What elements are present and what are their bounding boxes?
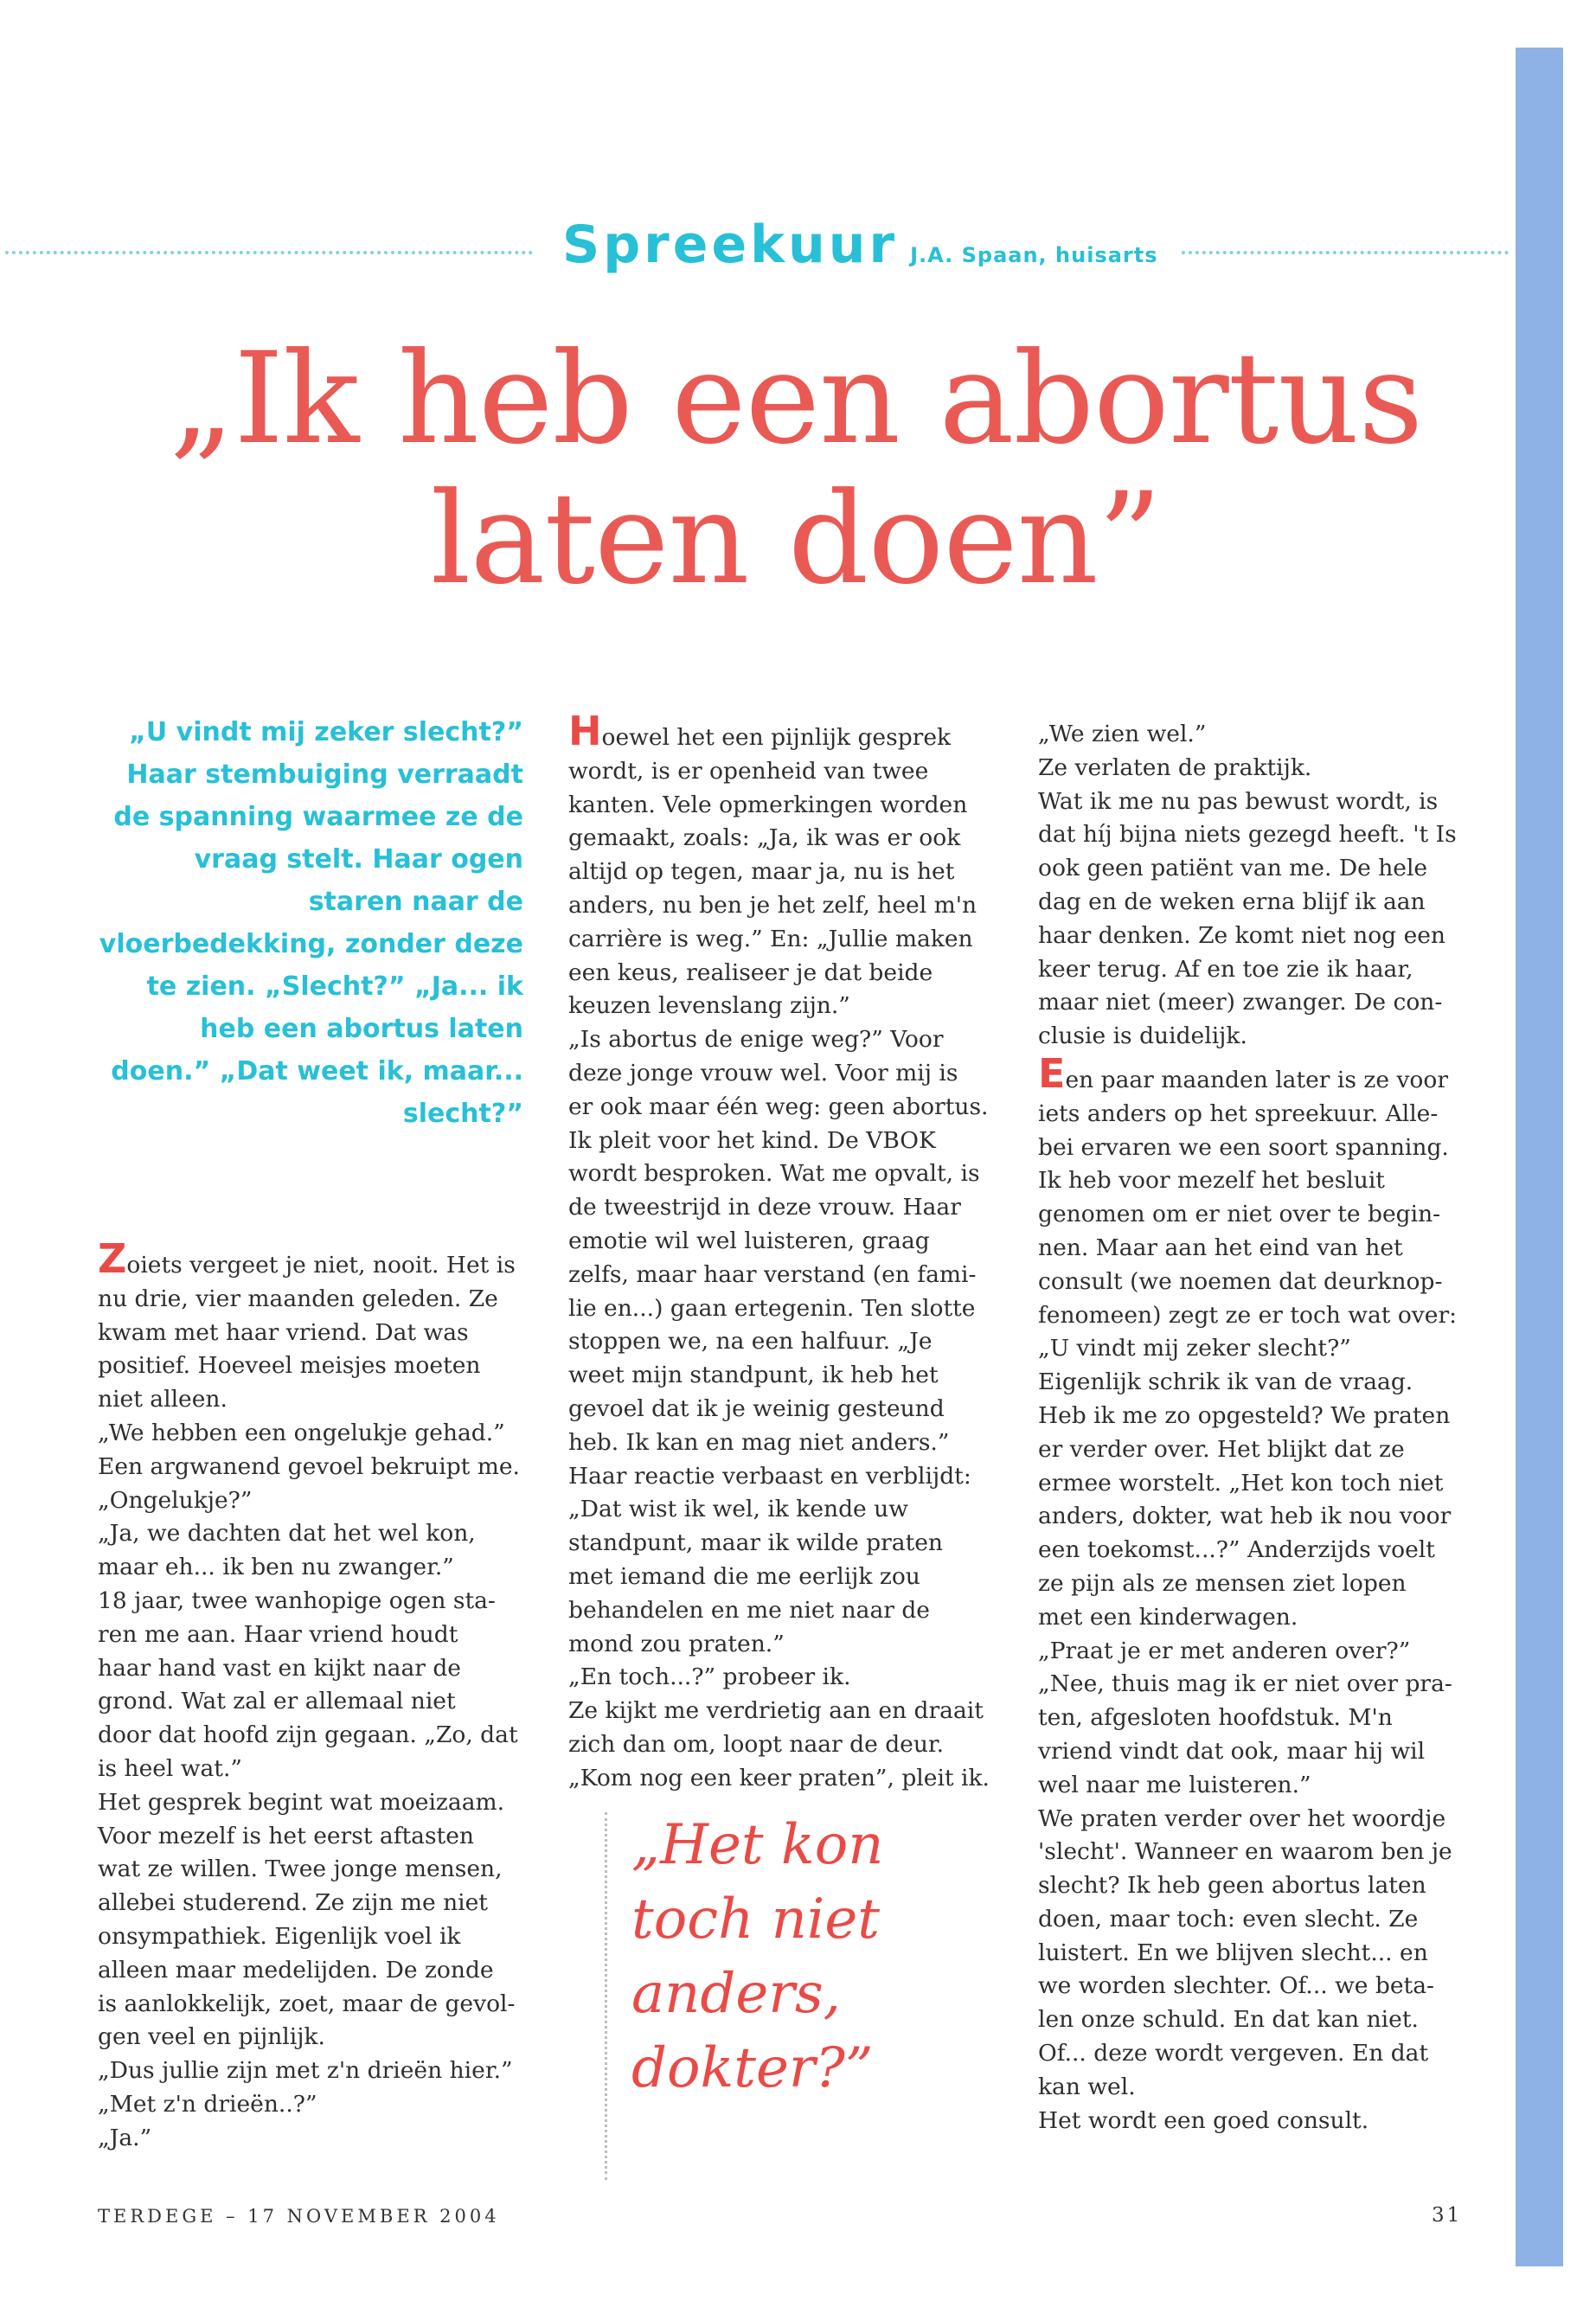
text-line: met een kinderwagen. bbox=[1038, 1603, 1298, 1631]
text-line: nu drie, vier maanden geleden. Ze bbox=[98, 1285, 498, 1312]
text-line: ze pijn als ze mensen ziet lopen bbox=[1038, 1569, 1407, 1597]
paragraph-first-line bbox=[568, 708, 1001, 755]
initial-letter: H bbox=[568, 708, 602, 754]
text-line: „Ja, we dachten dat het wel kon, bbox=[98, 1520, 476, 1548]
text-line: len onze schuld. En dat kan niet. bbox=[1038, 2006, 1419, 2034]
text-line: „Ongelukje?” bbox=[98, 1486, 253, 1514]
text-line: met iemand die me eerlijk zou bbox=[568, 1562, 920, 1590]
text-line: „Is abortus de enige weg?” Voor bbox=[568, 1026, 944, 1054]
section-title: Spreekuur bbox=[562, 215, 899, 275]
text-line: we worden slechter. Of... we beta- bbox=[1038, 1972, 1434, 2000]
article-headline bbox=[35, 325, 1557, 612]
text-line: dat híj bijna niets gezegd heeft. 't Is bbox=[1038, 821, 1457, 849]
text-line: ten, afgesloten hoofdstuk. M'n bbox=[1038, 1704, 1393, 1732]
text-line: bei ervaren we een soort spanning. bbox=[1038, 1133, 1449, 1161]
text-line: kan wel. bbox=[1038, 2073, 1136, 2100]
text-line: doen, maar toch: even slecht. Ze bbox=[1038, 1905, 1419, 1932]
text-line: anders, nu ben je het zelf, heel m'n bbox=[568, 891, 977, 919]
text-line: er ook maar één weg: geen abortus. bbox=[568, 1093, 989, 1120]
text-line: „Dus jullie zijn met z'n drieën hier.” bbox=[98, 2057, 513, 2085]
text-line: zelfs, maar haar verstand (en fami- bbox=[568, 1260, 977, 1288]
text-line: Ze verlaten de praktijk. bbox=[1038, 753, 1312, 781]
text-line: „Met z'n drieën..?” bbox=[98, 2090, 317, 2118]
text-line: „Praat je er met anderen over?” bbox=[1038, 1637, 1411, 1664]
paragraph-gap bbox=[1038, 1054, 1488, 1061]
text-column-1 bbox=[98, 1235, 530, 2156]
author-byline: J.A. Spaan, huisarts bbox=[910, 243, 1158, 267]
text-line: standpunt, maar ik wilde praten bbox=[568, 1529, 943, 1557]
text-line: wat ze willen. Twee jonge mensen, bbox=[98, 1856, 503, 1883]
text-line: alleen maar medelijden. De zonde bbox=[98, 1956, 494, 1984]
text-line: gen veel en pijnlijk. bbox=[98, 2023, 325, 2051]
footer-publication: TERDEGE – 17 NOVEMBER 2004 bbox=[98, 2206, 500, 2227]
text-line: grond. Wat zal er allemaal niet bbox=[98, 1688, 456, 1715]
text-line: Ik heb voor mezelf het besluit bbox=[1038, 1167, 1385, 1195]
text-line: „U vindt mij zeker slecht?” bbox=[1038, 1335, 1351, 1362]
section-header bbox=[562, 215, 1168, 275]
text-line: Ik pleit voor het kind. De VBOK bbox=[568, 1126, 936, 1154]
text-line: genomen om er niet over te begin- bbox=[1038, 1201, 1441, 1228]
text-line: lie en...) gaan ertegenin. Ten slotte bbox=[568, 1294, 976, 1322]
text-line: We praten verder over het woordje bbox=[1038, 1804, 1446, 1832]
text-line: emotie wil wel luisteren, graag bbox=[568, 1227, 930, 1254]
text-line: is heel wat.” bbox=[98, 1754, 242, 1782]
first-line-text: oiets vergeet je niet, nooit. Het is bbox=[126, 1252, 516, 1279]
paragraph-first-line bbox=[1038, 1049, 1488, 1098]
text-line: keer terug. Af en toe zie ik haar, bbox=[1038, 955, 1413, 983]
text-line: „Dat wist ik wel, ik kende uw bbox=[568, 1496, 908, 1523]
text-line: Eigenlijk schrik ik van de vraag. bbox=[1038, 1368, 1413, 1396]
text-line: 'slecht'. Wanneer en waarom ben je bbox=[1038, 1838, 1452, 1866]
text-line: „Nee, thuis mag ik er niet over pra- bbox=[1038, 1670, 1452, 1698]
text-line: fenomeen) zegt ze er toch wat over: bbox=[1038, 1301, 1458, 1329]
text-line: Ze kijkt me verdrietig aan en draait bbox=[568, 1697, 984, 1725]
first-line-text: oewel het een pijnlijk gesprek bbox=[601, 724, 952, 751]
text-line: heb. Ik kan en mag niet anders.” bbox=[568, 1428, 950, 1456]
text-line: anders, dokter, wat heb ik nou voor bbox=[1038, 1503, 1452, 1530]
intro-lead: „U vindt mij zeker slecht?” Haar stembuiging verraadt de spanning waarmee ze de vraag stelt. Haar ogen staren naar de vloerbedekking, zonder deze te zien. „Slecht?” „Ja... ik heb een abortus laten doen.” „Dat weet ik, maar... slecht?” bbox=[99, 717, 523, 1129]
text-line: haar denken. Ze komt niet nog een bbox=[1038, 921, 1445, 949]
text-line: er verder over. Het blijkt dat ze bbox=[1038, 1435, 1405, 1463]
text-line: weet mijn standpunt, ik heb het bbox=[568, 1362, 939, 1389]
text-line: haar hand vast en kijkt naar de bbox=[98, 1654, 461, 1682]
pull-quote bbox=[631, 1808, 960, 2106]
initial-letter: Z bbox=[98, 1235, 127, 1282]
text-line: luistert. En we blijven slecht... en bbox=[1038, 1939, 1428, 1966]
text-line: positief. Hoeveel meisjes moeten bbox=[98, 1352, 481, 1380]
text-line: behandelen en me niet naar de bbox=[568, 1596, 930, 1624]
text-line: mond zou praten.” bbox=[568, 1630, 785, 1657]
text-line: is aanlokkelijk, zoet, maar de gevol- bbox=[98, 1990, 516, 2017]
text-line: de tweestrijd in deze vrouw. Haar bbox=[568, 1194, 961, 1221]
text-line: wordt, is er openheid van twee bbox=[568, 757, 929, 785]
text-line: Wat ik me nu pas bewust wordt, is bbox=[1038, 787, 1439, 815]
first-line-text: en paar maanden later is ze voor bbox=[1065, 1066, 1449, 1093]
text-line: niet alleen. bbox=[98, 1386, 228, 1413]
text-line: een toekomst...?” Anderzijds voelt bbox=[1038, 1536, 1435, 1564]
text-line: iets anders op het spreekuur. Alle- bbox=[1038, 1099, 1439, 1127]
text-line: clusie is duidelijk. bbox=[1038, 1022, 1247, 1050]
initial-letter: E bbox=[1038, 1049, 1066, 1097]
text-line: Het wordt een goed consult. bbox=[1038, 2106, 1369, 2134]
pull-quote-line: anders, bbox=[631, 1962, 841, 2026]
pull-quote-line: „Het kon bbox=[631, 1813, 884, 1877]
text-column-3 bbox=[1038, 718, 1488, 2138]
text-line: Heb ik me zo opgesteld? We praten bbox=[1038, 1401, 1451, 1429]
text-line: Haar reactie verbaast en verblijdt: bbox=[568, 1462, 971, 1490]
text-line: consult (we noemen dat deurknop- bbox=[1038, 1267, 1443, 1295]
text-line: vriend vindt dat ook, maar hij wil bbox=[1038, 1737, 1426, 1765]
text-line: maar niet (meer) zwanger. De con- bbox=[1038, 989, 1443, 1016]
text-line: zich dan om, loopt naar de deur. bbox=[568, 1730, 945, 1758]
text-line: dag en de weken erna blijf ik aan bbox=[1038, 888, 1426, 915]
text-line: gemaakt, zoals: „Ja, ik was er ook bbox=[568, 824, 961, 852]
text-line: altijd op tegen, maar ja, nu is het bbox=[568, 858, 955, 886]
text-line: Het gesprek begint wat moeizaam. bbox=[98, 1788, 505, 1816]
text-line: wordt besproken. Wat me opvalt, is bbox=[568, 1160, 980, 1188]
text-line: een keus, realiseer je dat beide bbox=[568, 958, 933, 986]
text-line: carrière is weg.” En: „Jullie maken bbox=[568, 925, 973, 952]
text-line: onsympathiek. Eigenlijk voel ik bbox=[98, 1922, 461, 1950]
text-line: ermee worstelt. „Het kon toch niet bbox=[1038, 1469, 1444, 1497]
headline-line-2: laten doen” bbox=[430, 465, 1162, 612]
text-line: Of... deze wordt vergeven. En dat bbox=[1038, 2040, 1429, 2067]
text-line: ook geen patiënt van me. De hele bbox=[1038, 855, 1428, 882]
headline-line-1: „Ik heb een abortus bbox=[169, 325, 1423, 472]
text-line: allebei studerend. Ze zijn me niet bbox=[98, 1889, 488, 1917]
header-dotted-rule-right bbox=[1182, 251, 1509, 254]
text-line: slecht? Ik heb geen abortus laten bbox=[1038, 1872, 1426, 1900]
text-line: „We zien wel.” bbox=[1038, 721, 1207, 747]
text-line: „Kom nog een keer praten”, pleit ik. bbox=[568, 1764, 990, 1791]
text-line: kanten. Vele opmerkingen worden bbox=[568, 791, 968, 818]
text-line: „Ja.” bbox=[98, 2124, 152, 2151]
text-line: gevoel dat ik je weinig gesteund bbox=[568, 1394, 945, 1422]
text-line: 18 jaar, twee wanhopige ogen sta- bbox=[98, 1586, 496, 1614]
header-dotted-rule-left bbox=[5, 251, 533, 254]
text-line: Voor mezelf is het eerst aftasten bbox=[98, 1822, 474, 1849]
pull-quote-line: dokter?” bbox=[631, 2036, 874, 2100]
text-line: wel naar me luisteren.” bbox=[1038, 1771, 1311, 1798]
text-column-2 bbox=[568, 708, 1001, 1796]
text-line: stoppen we, na een halfuur. „Je bbox=[568, 1328, 933, 1356]
text-line: maar eh... ik ben nu zwanger.” bbox=[98, 1554, 454, 1581]
pull-quote-dotted-rule bbox=[605, 1812, 607, 2180]
page-number: 31 bbox=[1432, 2204, 1463, 2227]
text-line: door dat hoofd zijn gegaan. „Zo, dat bbox=[98, 1721, 518, 1749]
text-line: „We hebben een ongelukje gehad.” bbox=[98, 1419, 505, 1446]
text-line: nen. Maar aan het eind van het bbox=[1038, 1234, 1403, 1261]
text-line: keuzen levenslang zijn.” bbox=[568, 992, 850, 1020]
text-line: kwam met haar vriend. Dat was bbox=[98, 1318, 469, 1346]
text-line: deze jonge vrouw wel. Voor mij is bbox=[568, 1059, 958, 1086]
paragraph-first-line bbox=[98, 1235, 530, 1283]
text-line: ren me aan. Haar vriend houdt bbox=[98, 1620, 458, 1648]
text-line: „En toch...?” probeer ik. bbox=[568, 1663, 851, 1691]
pull-quote-line: toch niet bbox=[631, 1888, 880, 1952]
text-line: Een argwanend gevoel bekruipt me. bbox=[98, 1452, 520, 1480]
